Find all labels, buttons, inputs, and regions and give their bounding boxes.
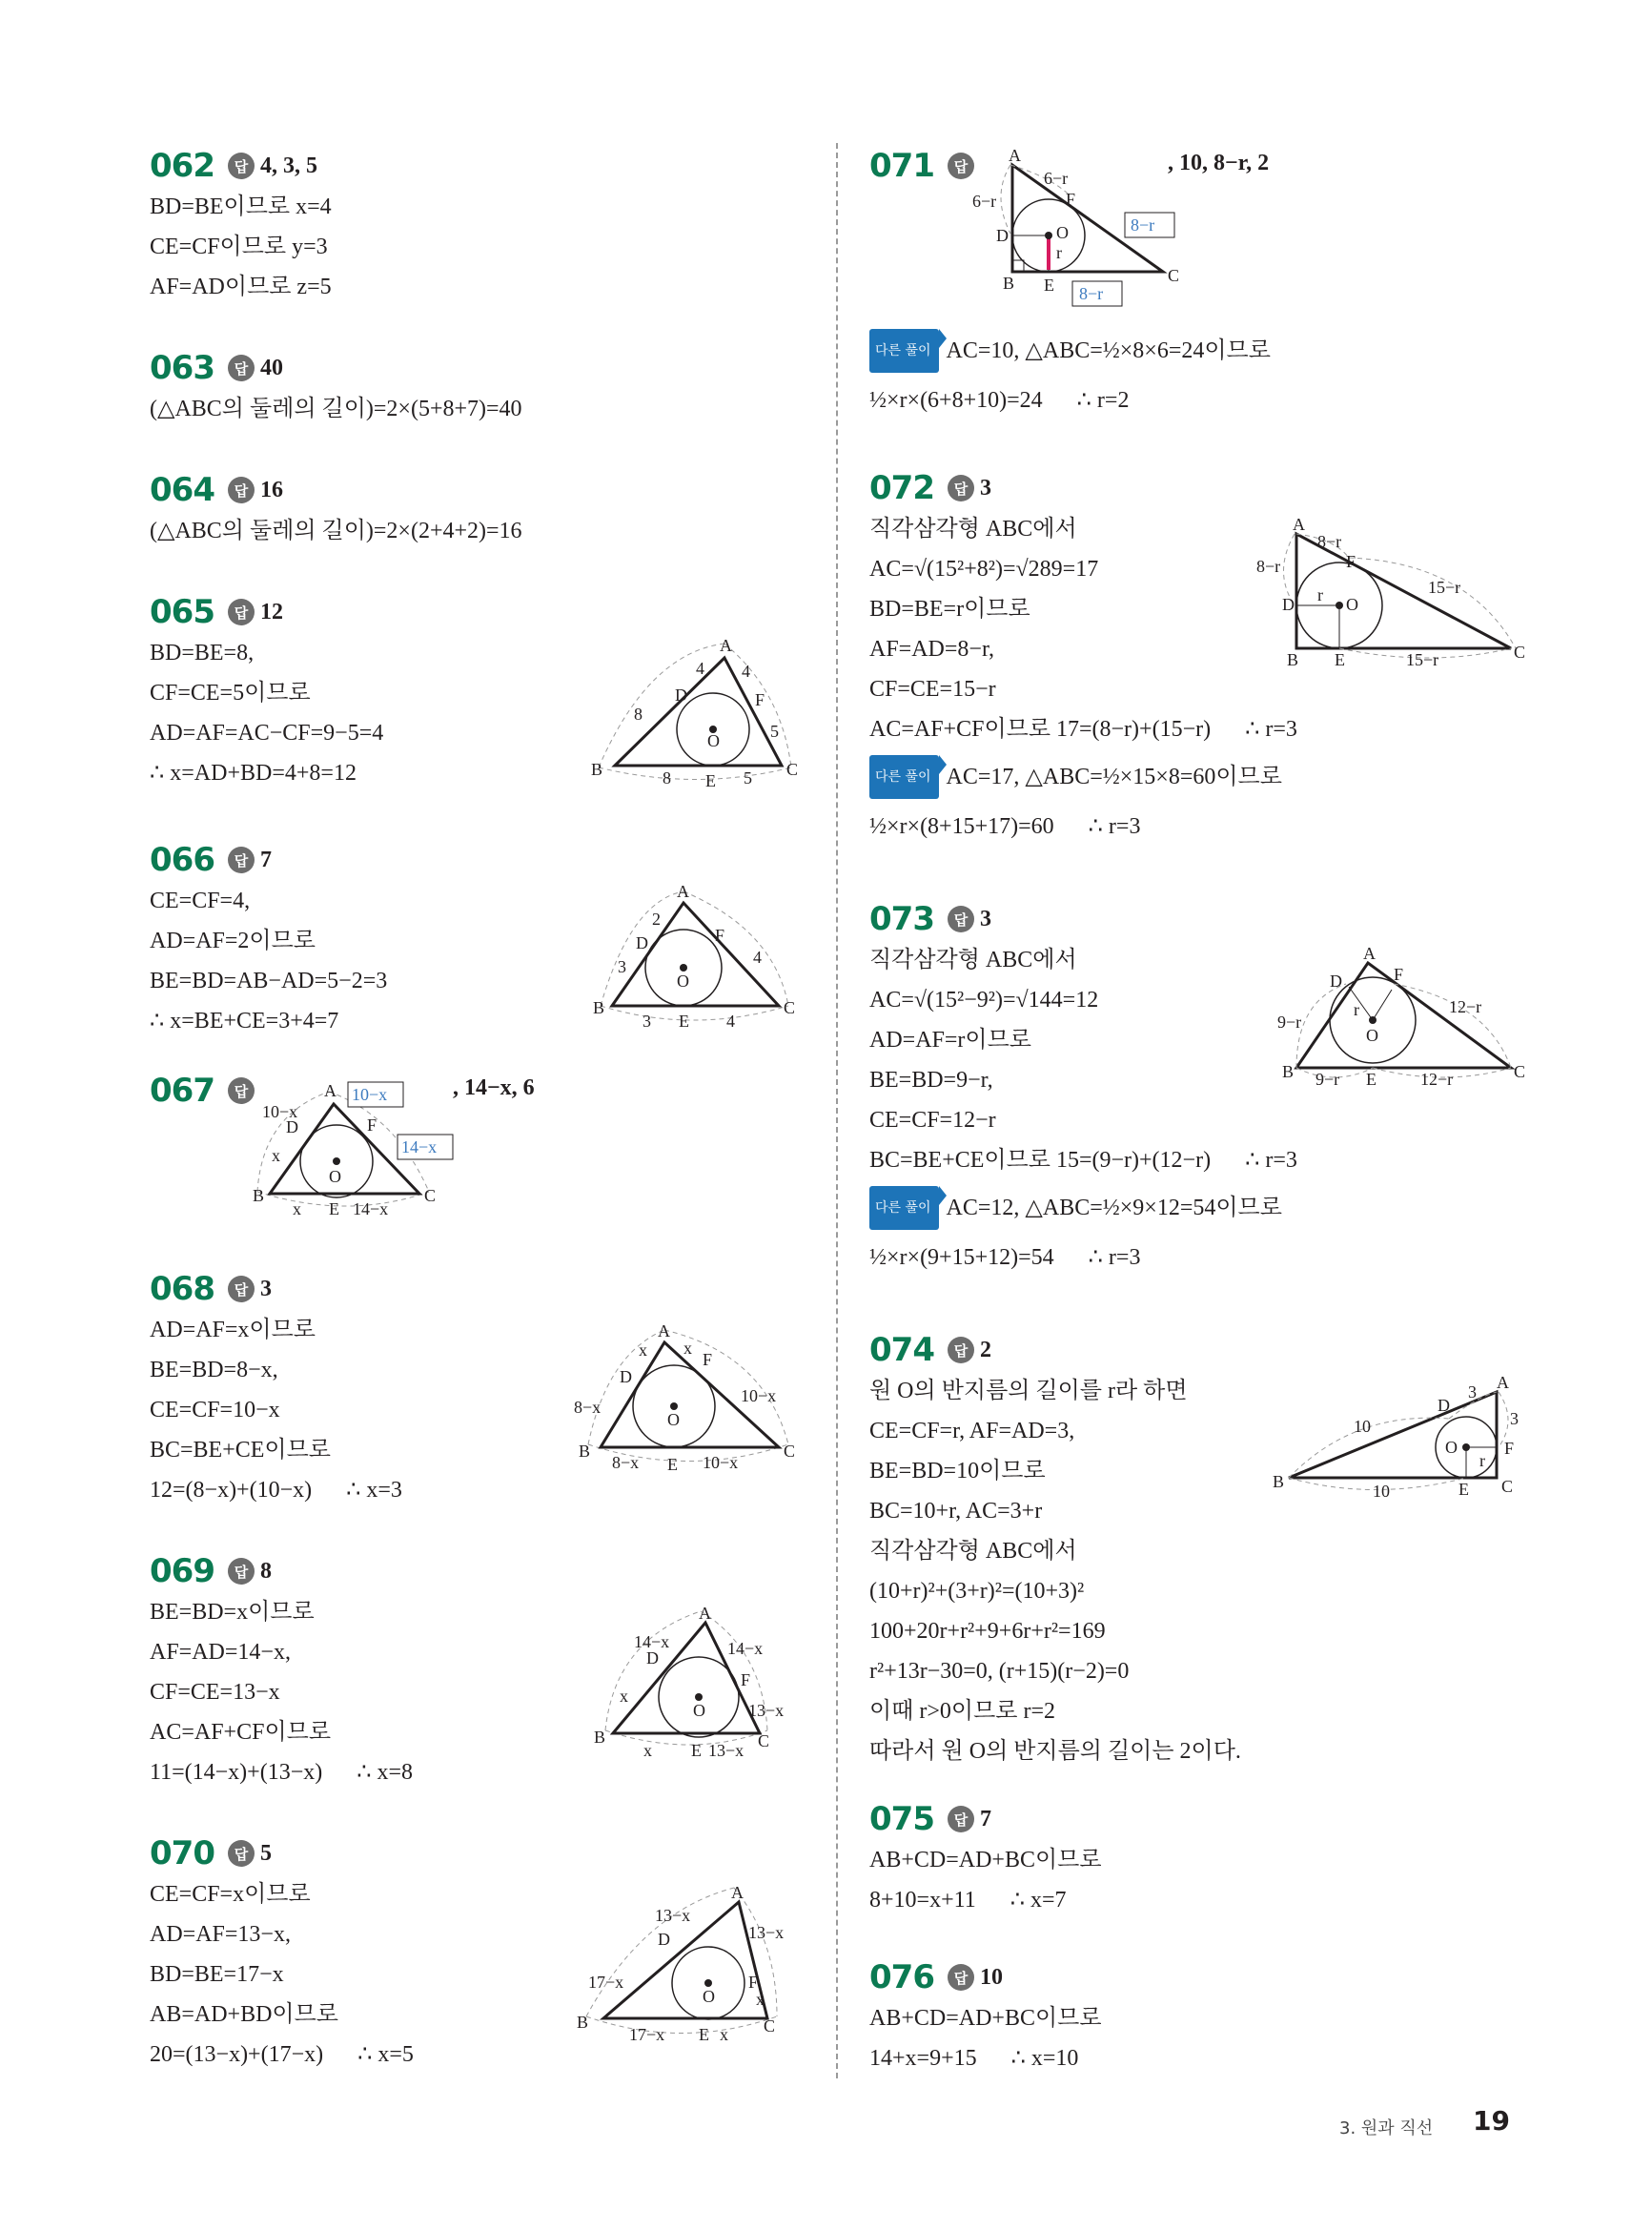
alt-solution-071	[869, 329, 1271, 420]
answer-badge: 답	[948, 153, 974, 179]
point-d: D	[1282, 595, 1295, 614]
problem-063	[150, 347, 522, 429]
problem-number: 073	[869, 900, 934, 938]
answer-badge: 답	[228, 599, 255, 625]
solution-line: AC=12, △ABC=½×9×12=54이므로	[946, 1196, 1282, 1220]
solution-line: AD=AF=AC−CF=9−5=4	[150, 721, 384, 746]
vertex-c: C	[764, 2016, 776, 2036]
answer-box: 14−x	[401, 1137, 438, 1156]
length-label: 5	[770, 722, 779, 741]
problem-number: 068	[150, 1270, 214, 1308]
length-label: 3	[642, 1012, 651, 1031]
solution-line: BE=BD=8−x,	[150, 1358, 278, 1382]
center-o: O	[1366, 1026, 1378, 1045]
length-label: 10−x	[703, 1453, 739, 1472]
solution-line: r²+13r−30=0, (r+15)(r−2)=0	[869, 1659, 1130, 1684]
solution-line: 12=(8−x)+(10−x) ∴ x=3	[150, 1478, 402, 1503]
answer-value: 7	[979, 1806, 991, 1831]
solution-line: 14+x=9+15 ∴ x=10	[869, 2046, 1079, 2071]
length-label: 3	[618, 957, 626, 976]
solution-line: CF=CE=13−x	[150, 1680, 280, 1705]
length-label: 13−x	[748, 1923, 785, 1942]
solution-line: CF=CE=5이므로	[150, 681, 311, 706]
figure-068	[574, 1316, 803, 1478]
vertex-b: B	[1003, 274, 1015, 293]
center-o: O	[1445, 1438, 1458, 1457]
solution-line: AF=AD이므로 z=5	[150, 275, 332, 299]
answer-badge: 답	[948, 1964, 974, 1991]
problem-076	[869, 1956, 1102, 2078]
figure-069	[586, 1602, 806, 1764]
solution-line: AB+CD=AD+BC이므로	[869, 1848, 1102, 1872]
point-f: F	[703, 1350, 713, 1369]
problem-065	[150, 591, 383, 793]
solution-line: 100+20r+r²+9+6r+r²=169	[869, 1619, 1106, 1644]
answer-value: , 10, 8−r, 2	[1168, 151, 1270, 175]
problem-number: 063	[150, 349, 214, 387]
problem-header	[150, 145, 332, 187]
length-label: x	[720, 2025, 728, 2044]
solution-line: BD=BE=17−x	[150, 1962, 284, 1987]
point-d: D	[646, 1648, 659, 1667]
page-number: 19	[1473, 2105, 1510, 2137]
length-label: 3	[1510, 1409, 1519, 1428]
answer-value: 3	[979, 906, 991, 931]
problem-number: 066	[150, 841, 214, 879]
point-e: E	[667, 1455, 678, 1474]
problem-number: 074	[869, 1331, 934, 1369]
figure-066	[593, 882, 803, 1034]
solution-line: BE=BD=9−r,	[869, 1068, 993, 1093]
radius-label: r	[1317, 585, 1323, 604]
solution-line: (10+r)²+(3+r)²=(10+3)²	[869, 1579, 1085, 1604]
point-e: E	[1458, 1480, 1469, 1499]
vertex-c: C	[784, 1442, 796, 1461]
figure-073	[1277, 944, 1525, 1096]
length-label: x	[683, 1339, 692, 1358]
center-o: O	[703, 1987, 715, 2006]
vertex-b: B	[253, 1186, 265, 1205]
point-e: E	[705, 771, 716, 790]
solution-line: BE=BD=x이므로	[150, 1600, 315, 1625]
vertex-c: C	[784, 998, 796, 1017]
solution-line: BE=BD=AB−AD=5−2=3	[150, 969, 388, 993]
answer-badge: 답	[948, 1337, 974, 1363]
radius-label: r	[1056, 243, 1062, 262]
answer-value: 40	[259, 355, 283, 380]
point-f: F	[748, 1973, 759, 1992]
solution-line: ∴ x=BE+CE=3+4=7	[150, 1009, 339, 1033]
solution-line: 8+10=x+11 ∴ x=7	[869, 1888, 1067, 1913]
length-label: x	[293, 1199, 301, 1218]
length-label: 4	[742, 662, 750, 681]
length-label: 10−x	[262, 1102, 298, 1121]
problem-number: 062	[150, 147, 214, 185]
length-label: 12−r	[1449, 997, 1482, 1016]
problem-number: 069	[150, 1552, 214, 1590]
answer-badge: 답	[948, 475, 974, 501]
solution-line: AC=√(15²−9²)=√144=12	[869, 988, 1099, 1013]
solution-line: ½×r×(8+15+17)=60 ∴ r=3	[869, 814, 1141, 839]
answer-value: 3	[259, 1276, 272, 1301]
vertex-a: A	[1293, 515, 1305, 534]
solution-line: AB+CD=AD+BC이므로	[869, 2006, 1102, 2031]
length-label: 8−x	[574, 1398, 602, 1417]
solution-line: CE=CF=4,	[150, 889, 251, 913]
solution-line: ½×r×(9+15+12)=54 ∴ r=3	[869, 1245, 1141, 1270]
solution-line: AB=AD+BD이므로	[150, 2002, 338, 2027]
vertex-a: A	[324, 1081, 337, 1100]
vertex-b: B	[1287, 650, 1299, 669]
answer-box: 8−r	[1079, 284, 1104, 303]
problem-072	[869, 467, 1297, 847]
center-o: O	[667, 1410, 680, 1429]
point-e: E	[1335, 650, 1345, 669]
solution-line: AD=AF=r이므로	[869, 1028, 1031, 1053]
point-e: E	[1044, 276, 1054, 295]
solution-line: 11=(14−x)+(13−x) ∴ x=8	[150, 1760, 414, 1785]
vertex-c: C	[1501, 1477, 1514, 1496]
solution-line: CE=CF=r, AF=AD=3,	[869, 1419, 1075, 1443]
problem-070	[150, 1832, 414, 2075]
point-d: D	[1438, 1396, 1450, 1415]
length-label: 13−x	[655, 1906, 691, 1925]
length-label: 10−x	[741, 1386, 777, 1405]
figure-071	[972, 148, 1182, 315]
problem-075	[869, 1798, 1102, 1920]
figure-070	[577, 1883, 806, 2045]
point-d: D	[996, 226, 1009, 245]
vertex-b: B	[1282, 1062, 1295, 1081]
length-label: 13−x	[708, 1741, 744, 1760]
answer-value: , 14−x, 6	[453, 1075, 535, 1100]
point-f: F	[1346, 552, 1356, 571]
vertex-a: A	[1497, 1373, 1509, 1392]
solution-line: AD=AF=13−x,	[150, 1922, 291, 1947]
figure-065	[591, 634, 801, 790]
length-label: x	[620, 1687, 628, 1706]
problem-number: 076	[869, 1958, 934, 1996]
solution-line: ½×r×(6+8+10)=24 ∴ r=2	[869, 388, 1130, 413]
answer-badge: 답	[228, 355, 255, 381]
answer-badge: 답	[948, 1806, 974, 1832]
vertex-b: B	[591, 760, 603, 779]
footer-section-title: 3. 원과 직선	[1339, 2118, 1434, 2138]
length-label: 14−x	[634, 1632, 670, 1651]
answer-value: 5	[259, 1840, 272, 1866]
length-label: 13−x	[748, 1701, 785, 1720]
length-label: 15−r	[1406, 650, 1439, 669]
vertex-c: C	[758, 1731, 770, 1750]
problem-068	[150, 1268, 402, 1510]
problem-number: 067	[150, 1072, 214, 1110]
answer-value: 10	[979, 1964, 1003, 1990]
point-f: F	[715, 926, 725, 945]
length-label: 8	[634, 705, 642, 724]
vertex-a: A	[677, 882, 689, 901]
solution-line: BC=BE+CE이므로	[150, 1438, 331, 1463]
figure-072	[1258, 515, 1530, 667]
solution-line: CE=CF=x이므로	[150, 1882, 311, 1907]
solution-line: 직각삼각형 ABC에서	[869, 517, 1077, 542]
problem-074	[869, 1329, 1241, 1771]
point-d: D	[620, 1367, 632, 1386]
length-label: 2	[652, 910, 661, 929]
answer-badge: 답	[228, 153, 255, 179]
column-divider	[836, 143, 838, 2078]
problem-number: 065	[150, 593, 214, 631]
length-label: 9−r	[1315, 1070, 1340, 1089]
problem-067	[150, 1070, 260, 1112]
length-label: 17−x	[588, 1973, 624, 1992]
point-e: E	[1366, 1070, 1377, 1089]
point-d: D	[636, 933, 648, 952]
point-e: E	[679, 1012, 689, 1031]
answer-value: 12	[259, 599, 283, 624]
answer-badge: 답	[228, 1077, 255, 1104]
alt-solution-badge: 다른 풀이	[869, 329, 939, 373]
length-label: 10	[1373, 1482, 1390, 1501]
center-o: O	[693, 1701, 705, 1720]
point-d: D	[286, 1117, 298, 1136]
vertex-c: C	[786, 760, 799, 779]
answer-value: 2	[979, 1337, 991, 1362]
solution-line: BC=BE+CE이므로 15=(9−r)+(12−r) ∴ r=3	[869, 1148, 1297, 1173]
length-label: 17−x	[629, 2025, 665, 2044]
point-f: F	[367, 1115, 377, 1135]
point-d: D	[675, 685, 687, 705]
length-label: 12−r	[1420, 1070, 1454, 1089]
answer-box: 8−r	[1131, 215, 1155, 235]
problem-number: 075	[869, 1800, 934, 1838]
solution-line: BD=BE이므로 x=4	[150, 194, 332, 219]
answer-badge: 답	[228, 1276, 255, 1302]
vertex-b: B	[577, 2013, 589, 2032]
length-label: 6−r	[1044, 169, 1069, 188]
alt-solution-badge: 다른 풀이	[869, 1186, 939, 1230]
vertex-a: A	[720, 636, 732, 655]
alt-solution-badge: 다른 풀이	[869, 755, 939, 799]
point-f: F	[1066, 190, 1076, 209]
solution-line: (△ABC의 둘레의 길이)=2×(2+4+2)=16	[150, 519, 522, 543]
answer-badge: 답	[228, 1558, 255, 1585]
point-f: F	[1504, 1439, 1515, 1458]
solution-line: BE=BD=10이므로	[869, 1459, 1046, 1483]
solution-line: AF=AD=14−x,	[150, 1640, 291, 1665]
center-o: O	[1056, 223, 1069, 242]
solution-line: AF=AD=8−r,	[869, 637, 994, 662]
answer-value: 8	[259, 1558, 272, 1584]
point-f: F	[755, 690, 765, 709]
solution-line: AC=AF+CF이므로	[150, 1720, 331, 1745]
length-label: x	[272, 1146, 280, 1165]
answer-badge: 답	[228, 477, 255, 503]
length-label: 3	[1468, 1382, 1477, 1401]
solution-line: AD=AF=2이므로	[150, 929, 316, 953]
point-e: E	[699, 2025, 709, 2044]
length-label: 8−r	[1256, 557, 1281, 576]
solution-line: (△ABC의 둘레의 길이)=2×(5+8+7)=40	[150, 397, 522, 421]
center-o: O	[677, 972, 689, 991]
center-o: O	[707, 731, 720, 750]
solution-line: AC=√(15²+8²)=√289=17	[869, 557, 1099, 582]
solution-line: 직각삼각형 ABC에서	[869, 1539, 1077, 1564]
vertex-a: A	[699, 1604, 711, 1623]
problem-number: 072	[869, 469, 934, 507]
problem-062	[150, 145, 332, 307]
answer-value: 7	[259, 847, 272, 872]
length-label: 8−x	[612, 1453, 640, 1472]
length-label: 8	[663, 768, 671, 788]
vertex-b: B	[1273, 1472, 1285, 1491]
answer-value: 16	[259, 477, 283, 502]
solution-line: AC=10, △ABC=½×8×6=24이므로	[946, 338, 1271, 363]
point-f: F	[741, 1670, 751, 1689]
vertex-b: B	[594, 1728, 606, 1747]
problem-number: 070	[150, 1834, 214, 1872]
length-label: 10	[1354, 1417, 1371, 1436]
problem-073	[869, 898, 1297, 1278]
solution-line: AC=AF+CF이므로 17=(8−r)+(15−r) ∴ r=3	[869, 717, 1297, 742]
length-label: 15−r	[1428, 578, 1461, 597]
length-label: 6−r	[972, 192, 997, 211]
length-label: x	[639, 1340, 647, 1360]
figure-067	[253, 1077, 453, 1230]
center-o: O	[329, 1167, 341, 1186]
length-label: 8−r	[1317, 532, 1342, 551]
answer-badge: 답	[228, 1840, 255, 1867]
solution-line: ∴ x=AD+BD=4+8=12	[150, 761, 357, 786]
solution-line: 이때 r>0이므로 r=2	[869, 1699, 1055, 1724]
vertex-a: A	[658, 1321, 670, 1340]
solution-line: AD=AF=x이므로	[150, 1318, 316, 1342]
point-d: D	[658, 1930, 670, 1949]
vertex-a: A	[1009, 146, 1021, 165]
length-label: 14−x	[727, 1639, 764, 1658]
solution-line: 직각삼각형 ABC에서	[869, 948, 1077, 972]
solution-line: CE=CF=12−r	[869, 1108, 996, 1133]
answer-value: 4, 3, 5	[259, 153, 317, 178]
length-label: 4	[726, 1012, 735, 1031]
answer-value: 3	[979, 475, 991, 501]
solution-line: 20=(13−x)+(17−x) ∴ x=5	[150, 2042, 414, 2067]
vertex-a: A	[731, 1883, 744, 1902]
radius-label: r	[1354, 1000, 1359, 1019]
solution-line: BD=BE=8,	[150, 641, 255, 665]
solution-line: BC=10+r, AC=3+r	[869, 1499, 1043, 1524]
radius-label: r	[1479, 1451, 1485, 1470]
length-label: 9−r	[1277, 1013, 1302, 1032]
figure-074	[1268, 1373, 1525, 1516]
point-e: E	[691, 1741, 702, 1760]
vertex-c: C	[1514, 1062, 1526, 1081]
problem-071	[869, 145, 980, 187]
solution-line: CF=CE=15−r	[869, 677, 996, 702]
problem-number: 064	[150, 471, 214, 509]
problem-066	[150, 839, 387, 1041]
length-label: x	[643, 1741, 652, 1760]
solution-line: CE=CF=10−x	[150, 1398, 280, 1422]
answer-badge: 답	[228, 847, 255, 873]
problem-069	[150, 1550, 413, 1792]
solution-line: 따라서 원 O의 반지름의 길이는 2이다.	[869, 1739, 1241, 1764]
answer-badge: 답	[948, 906, 974, 932]
length-label: 14−x	[353, 1199, 389, 1218]
length-label: x	[756, 1990, 765, 2009]
point-f: F	[1394, 965, 1404, 984]
solution-line: CE=CF이므로 y=3	[150, 235, 328, 259]
center-o: O	[1346, 595, 1358, 614]
length-label: 5	[744, 768, 752, 788]
vertex-b: B	[579, 1442, 591, 1461]
solution-line: AC=17, △ABC=½×15×8=60이므로	[946, 765, 1282, 789]
length-label: 4	[753, 948, 762, 967]
solution-line: BD=BE=r이므로	[869, 597, 1030, 622]
answer-box: 10−x	[352, 1085, 388, 1104]
vertex-b: B	[593, 998, 605, 1017]
vertex-c: C	[424, 1186, 437, 1205]
problem-064	[150, 469, 522, 551]
point-e: E	[329, 1199, 339, 1218]
vertex-a: A	[1363, 944, 1376, 963]
vertex-c: C	[1514, 643, 1526, 662]
length-label: 4	[696, 659, 704, 678]
vertex-c: C	[1168, 266, 1180, 285]
problem-number: 071	[869, 147, 934, 185]
solution-line: 원 O의 반지름의 길이를 r라 하면	[869, 1379, 1188, 1403]
point-d: D	[1330, 972, 1342, 991]
